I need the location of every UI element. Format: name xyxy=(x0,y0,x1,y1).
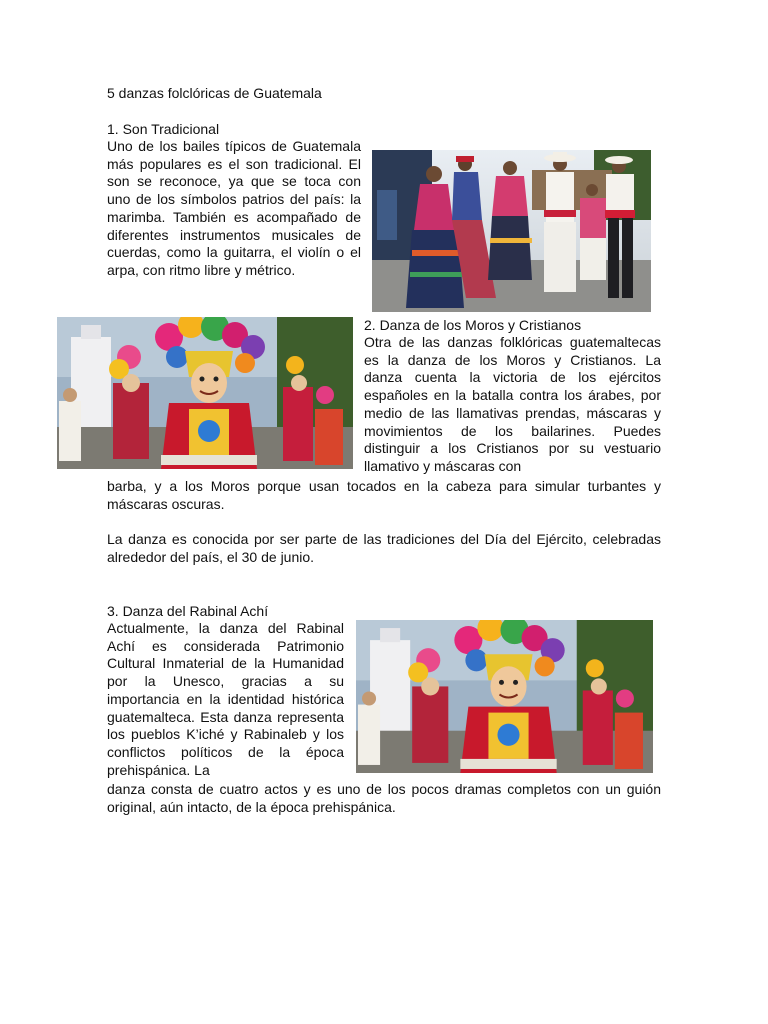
section-heading-son-tradicional: 1. Son Tradicional xyxy=(107,121,220,137)
section-heading-rabinal-achi: 3. Danza del Rabinal Achí xyxy=(107,603,269,619)
section-text-son-tradicional: Uno de los bailes típicos de Guatemala más populares es el son tradicional. El son se reconoce, ya que se toca con uno de los símbolos patrios del país: la marimba. También es acompañado de diferentes instrumentos musicales de cuerdas, como la guitarra, el violín o el arpa, con ritmo libre y métrico. xyxy=(107,138,361,278)
section-text-rabinal-achi-part1: Actualmente, la danza del Rabinal Achí es considerada Patrimonio Cultural Inmaterial de la Humanidad por la Unesco, gracias a su importancia en la identidad histórica guatemalteca. Esta danza representa los pueblos K’iché y Rabinaleb y los conflictos políticos de la época prehispánica. La xyxy=(107,620,344,778)
section-text-moros-y-cristianos-part3: La danza es conocida por ser parte de las tradiciones del Día del Ejército, celebradas alrededor del país, el 30 de junio. xyxy=(107,531,661,565)
section-heading-moros-y-cristianos: 2. Danza de los Moros y Cristianos xyxy=(364,317,582,333)
document-title: 5 danzas folclóricas de Guatemala xyxy=(107,85,322,101)
section-text-moros-y-cristianos-part1: Otra de las danzas folklóricas guatemaltecas es la danza de los Moros y Cristianos. La danza cuenta la victoria de los ejércitos españoles en la batalla contra los árabes, por medio de las llamativas prendas, máscaras y movimientos de los bailarines. Puedes distinguir a los Cristianos por su vestuario llamativo y máscaras con xyxy=(364,334,661,474)
section-text-rabinal-achi-part2: danza consta de cuatro actos y es uno de los pocos dramas completos con un guión original, aún intacto, de la época prehispánica. xyxy=(107,781,661,815)
section-text-moros-y-cristianos-part2: barba, y a los Moros porque usan tocados en la cabeza para simular turbantes y máscaras oscuras. xyxy=(107,478,661,512)
moros-y-cristianos-photo xyxy=(57,317,353,469)
son-tradicional-photo xyxy=(372,150,651,312)
rabinal-achi-photo xyxy=(356,620,653,773)
